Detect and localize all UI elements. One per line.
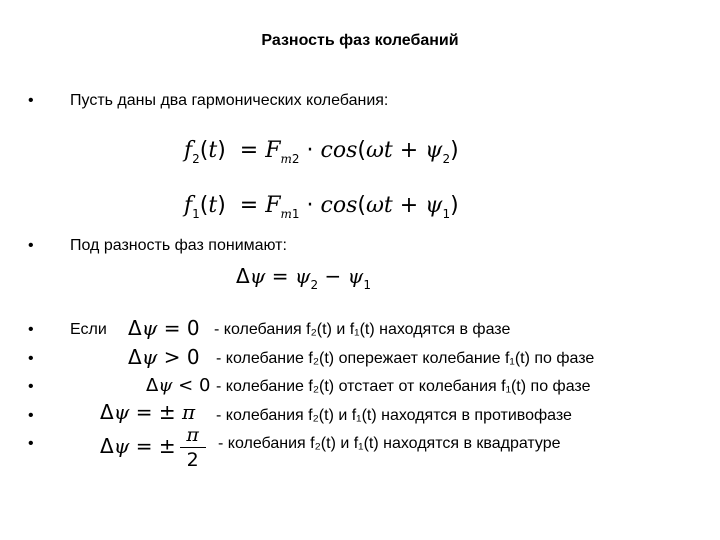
bullet: • xyxy=(28,237,34,254)
formula-f1: $f_1(t) = F_{m1} \cdot \cos(\omega t + \psi_1)$ xyxy=(184,193,459,221)
row-desc: - колебания f₂(t) и f₁(t) находятся в фазе xyxy=(214,321,511,338)
row-desc: - колебание f₂(t) отстает от колебания f₁(t) по фазе xyxy=(216,378,591,395)
condition-pm-half-pi: Δψ = ± $\frac{\pi}{2}$ xyxy=(100,424,206,471)
bullet: • xyxy=(28,92,34,109)
condition-lt-zero: Δψ < 0 xyxy=(146,375,211,396)
formula-delta-psi: $\Delta\psi = \psi_2 - \psi_1$ xyxy=(236,264,371,292)
condition-eq-zero: Δψ = 0 xyxy=(128,316,200,340)
formula-f2: $f_2(t) = F_{m2} \cdot \cos(\omega t + \psi_2)$ xyxy=(184,138,459,166)
phase-intro-text: Под разность фаз понимают: xyxy=(70,237,287,254)
bullet: • xyxy=(28,378,34,395)
row-desc: - колебания f₂(t) и f₁(t) находятся в квадратуре xyxy=(218,435,561,452)
bullet: • xyxy=(28,435,34,452)
row-desc: - колебания f₂(t) и f₁(t) находятся в противофазе xyxy=(216,407,572,424)
condition-pm-pi: Δψ = ± π xyxy=(100,400,196,424)
bullet: • xyxy=(28,350,34,367)
bullet: • xyxy=(28,407,34,424)
row-desc: - колебание f₂(t) опережает колебание f₁(t) по фазе xyxy=(216,350,595,367)
page-title: Разность фаз колебаний xyxy=(261,32,459,49)
condition-gt-zero: Δψ > 0 xyxy=(128,345,200,369)
bullet: • xyxy=(28,321,34,338)
if-label: Если xyxy=(70,321,107,338)
intro-text: Пусть даны два гармонических колебания: xyxy=(70,92,389,109)
